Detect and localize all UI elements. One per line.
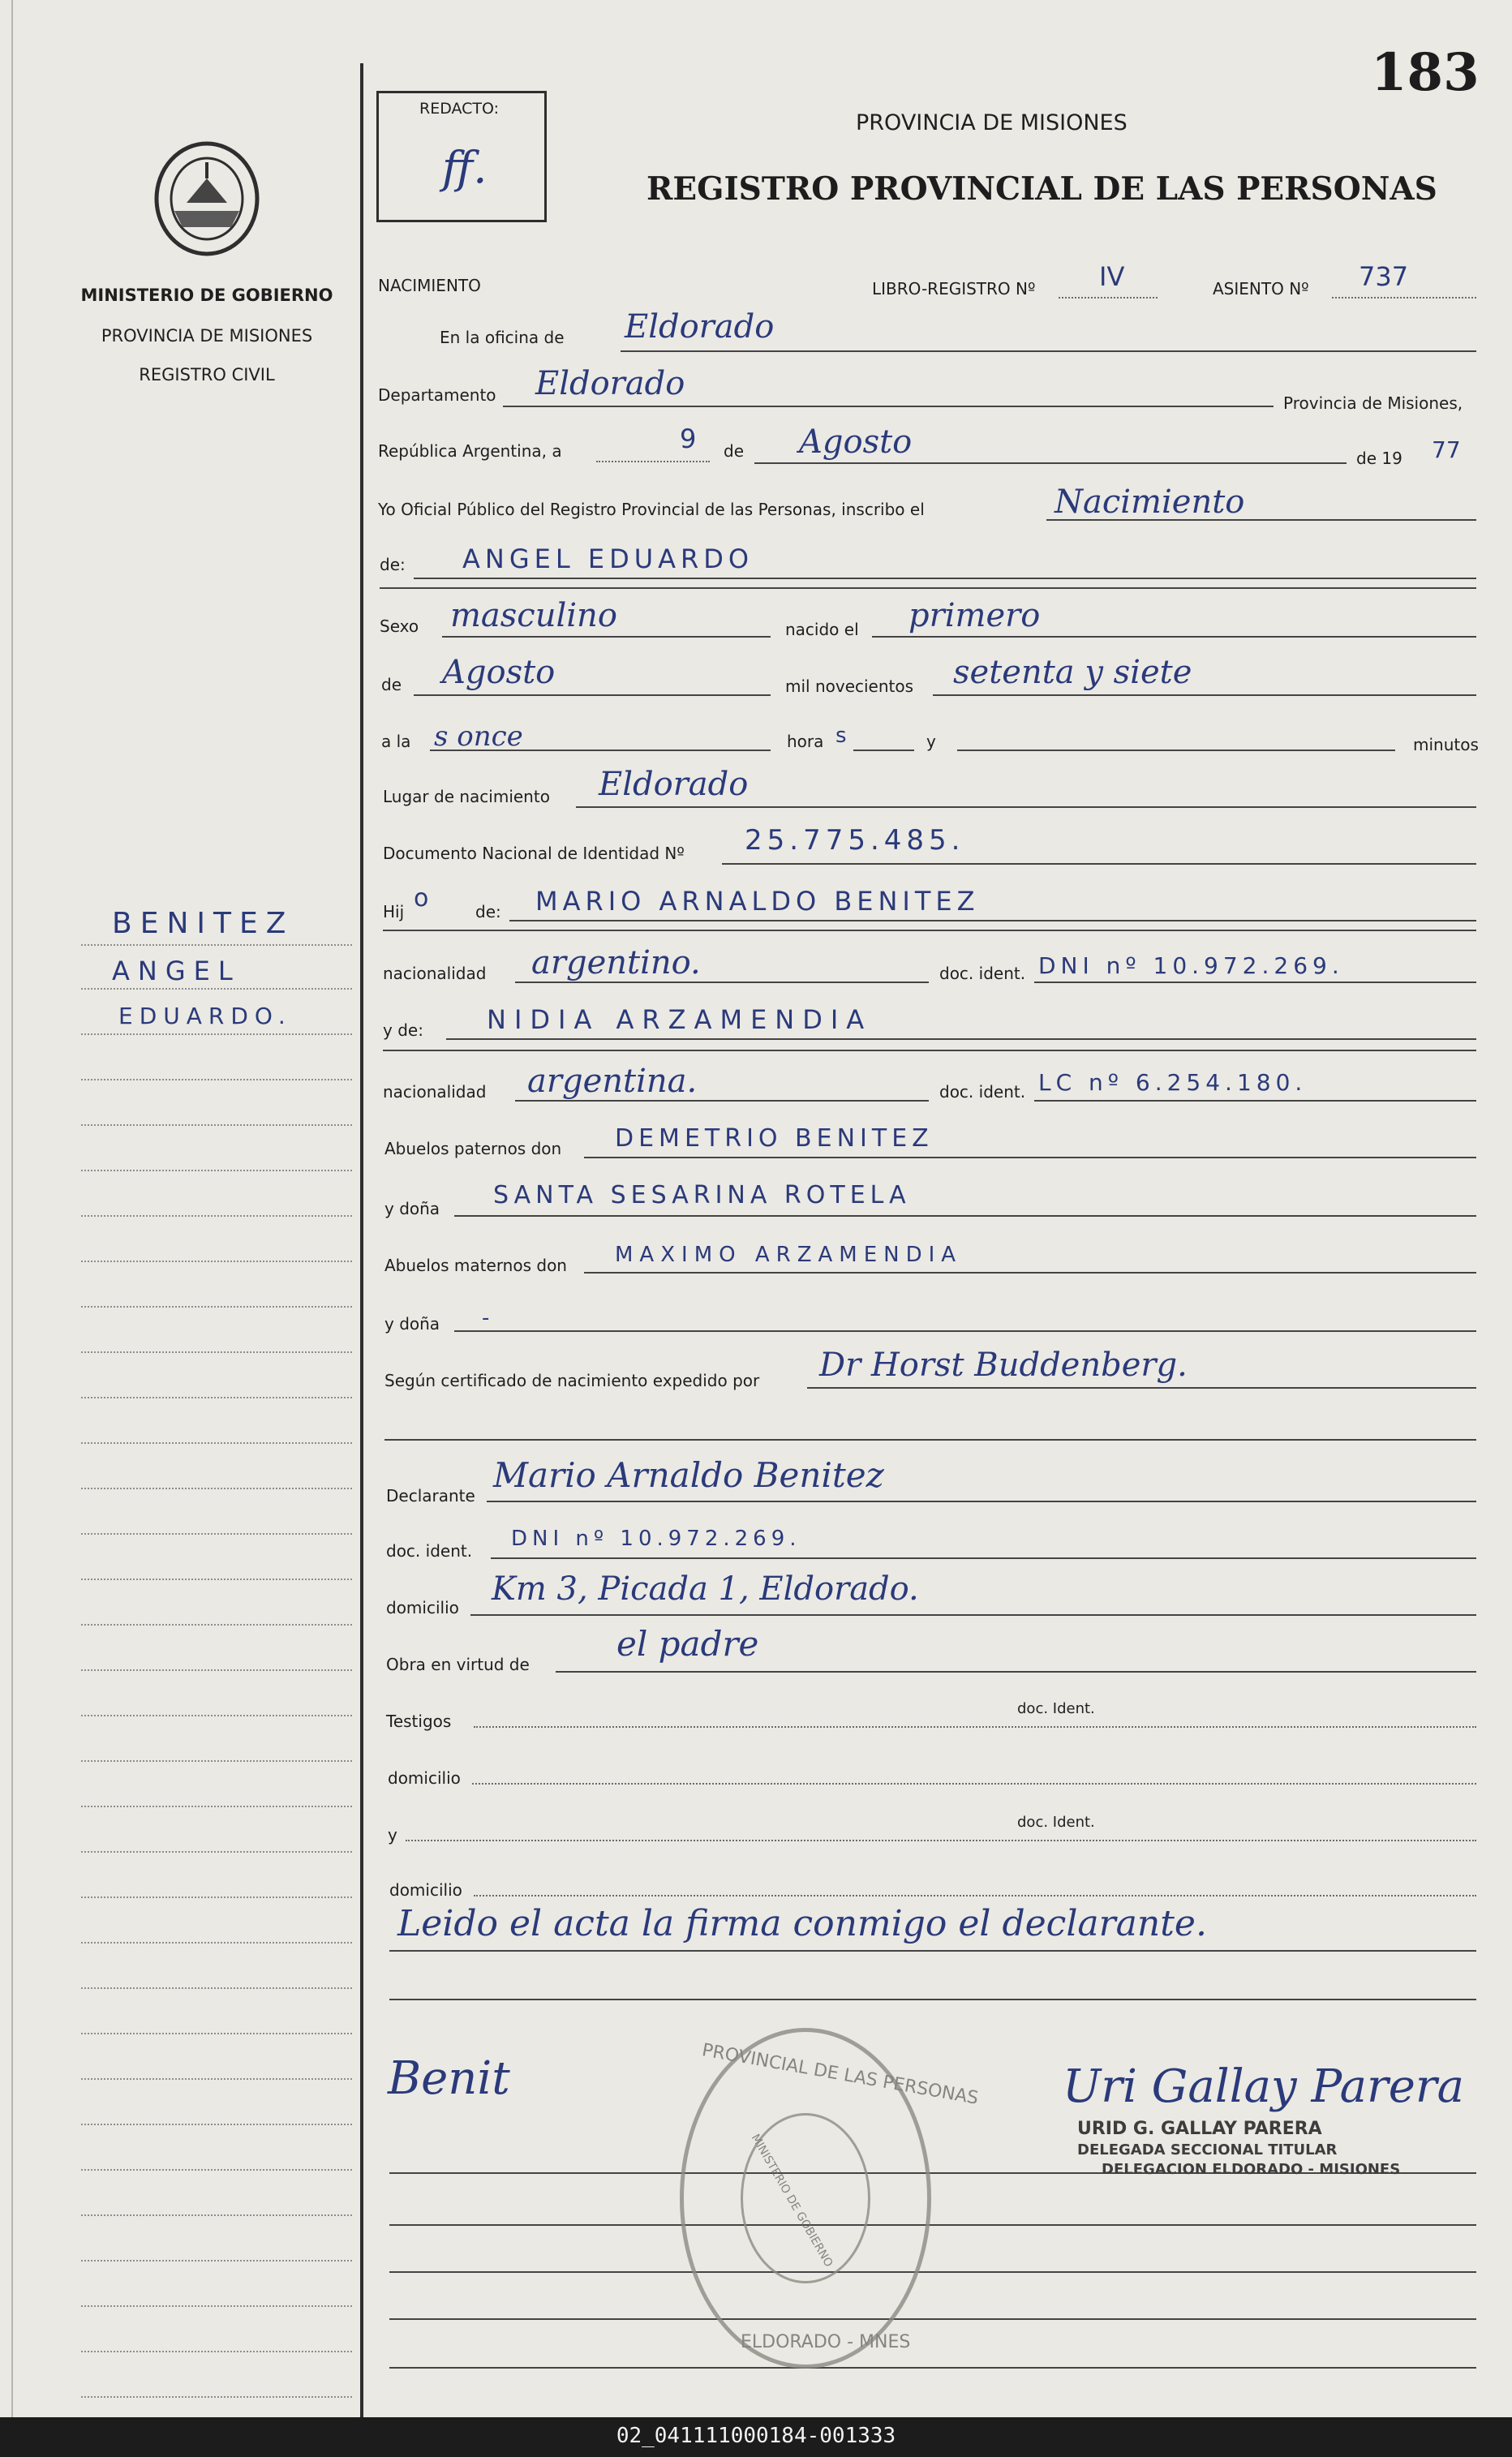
y-dona-label-1: y doña: [384, 1199, 440, 1218]
ministry-line-3: REGISTRO CIVIL: [139, 365, 275, 384]
obra-label: Obra en virtud de: [386, 1655, 530, 1674]
nacionalidad-label-1: nacionalidad: [383, 964, 487, 983]
doc-ident-label-5: doc. Ident.: [1017, 1814, 1095, 1831]
abuelo-pat-value: DEMETRIO BENITEZ: [615, 1124, 934, 1153]
dni-label: Documento Nacional de Identidad Nº: [383, 844, 685, 863]
republica-label: República Argentina, a: [378, 441, 562, 461]
official-stamp-line-2: DELEGADA SECCIONAL TITULAR: [1077, 2141, 1338, 2158]
hijo-de-label: de:: [475, 902, 501, 921]
horas-label: hora: [787, 732, 824, 751]
margin-divider: [360, 63, 363, 2417]
abuela-mat-value: -: [482, 1306, 490, 1330]
mil-label: mil novecientos: [785, 677, 914, 696]
page-edge: [11, 0, 13, 2417]
nacionalidad-label-2: nacionalidad: [383, 1082, 487, 1102]
nacido-label: nacido el: [785, 620, 859, 639]
redacto-label: REDACTO:: [419, 100, 500, 118]
y-label: y: [926, 732, 936, 751]
seal-inner-text: MINISTERIO DE GOBIERNO: [748, 2132, 835, 2270]
y-dona-label-2: y doña: [384, 1314, 440, 1334]
record-type-label: NACIMIENTO: [378, 276, 481, 295]
nacido-value: primero: [908, 597, 1041, 634]
segun-label: Según certificado de nacimiento expedido por: [384, 1371, 760, 1390]
abuelos-mat-label: Abuelos maternos don: [384, 1256, 567, 1275]
abuelos-pat-label: Abuelos paternos don: [384, 1139, 562, 1158]
mes-nac-value: Agosto: [442, 654, 556, 691]
dni-value: 25.775.485.: [745, 824, 965, 857]
domicilio-label-3: domicilio: [389, 1880, 462, 1900]
official-stamp-line-3: DELEGACION ELDORADO - MISIONES: [1102, 2161, 1401, 2178]
margin-surname: BENITEZ: [112, 907, 294, 940]
provincial-coat-of-arms-icon: [150, 138, 264, 260]
year-value: 77: [1432, 436, 1461, 463]
asiento-value: 737: [1359, 261, 1409, 292]
decl-doc-value: DNI nº 10.972.269.: [511, 1527, 801, 1551]
lugar-label: Lugar de nacimiento: [383, 787, 550, 806]
oficina-label: En la oficina de: [440, 328, 565, 347]
lugar-value: Eldorado: [599, 766, 749, 803]
nombre-value: ANGEL EDUARDO: [462, 543, 754, 574]
horas-suffix: s: [835, 724, 847, 748]
oficina-value: Eldorado: [625, 308, 775, 346]
leido-text: Leido el acta la firma conmigo el declarante.: [397, 1903, 1207, 1944]
margin-name-2: EDUARDO.: [118, 1003, 292, 1029]
page-number: 183: [1371, 42, 1480, 103]
oficial-text: Yo Oficial Público del Registro Provincial de las Personas, inscribo el: [378, 500, 925, 519]
seal-bottom-text: ELDORADO - MNES: [741, 2332, 911, 2352]
redacto-initials: ff.: [442, 142, 488, 193]
madre-nac-value: argentina.: [527, 1063, 698, 1100]
dia-value: 9: [680, 423, 697, 454]
domicilio-label-2: domicilio: [388, 1768, 461, 1788]
y-label-2: y: [388, 1825, 397, 1845]
declarante-label: Declarante: [386, 1486, 475, 1506]
sexo-label: Sexo: [380, 616, 419, 636]
madre-value: NIDIA ARZAMENDIA: [487, 1004, 873, 1035]
hora-value: s once: [434, 720, 523, 753]
inscribo-value: Nacimiento: [1055, 483, 1245, 521]
seal-top-text: PROVINCIAL DE LAS PERSONAS: [700, 2040, 980, 2109]
padre-value: MARIO ARNALDO BENITEZ: [535, 886, 980, 917]
abuelo-mat-value: MAXIMO ARZAMENDIA: [615, 1243, 963, 1267]
province-header: PROVINCIA DE MISIONES: [856, 110, 1128, 135]
certificado-value: Dr Horst Buddenberg.: [819, 1347, 1188, 1384]
redacto-box: [376, 91, 547, 222]
madre-doc-value: LC nº 6.254.180.: [1038, 1069, 1308, 1096]
minutos-label: minutos: [1413, 735, 1479, 754]
libro-label: LIBRO-REGISTRO Nº: [872, 279, 1036, 299]
de2-label: de:: [380, 555, 406, 574]
margin-name-1: ANGEL: [112, 956, 241, 986]
abuela-pat-value: SANTA SESARINA ROTELA: [493, 1181, 911, 1209]
testigos-label: Testigos: [386, 1712, 452, 1731]
obra-value: el padre: [616, 1624, 759, 1664]
doc-ident-label-3: doc. ident.: [386, 1541, 473, 1561]
anio-nac-value: setenta y siete: [953, 654, 1192, 691]
hijo-label: Hij: [383, 902, 405, 921]
scan-id: 02_041111000184-001333: [616, 2424, 896, 2448]
de-label: de: [724, 441, 744, 461]
asiento-label: ASIENTO Nº: [1213, 279, 1309, 299]
ala-label: a la: [381, 732, 411, 751]
year-label: de 19: [1356, 449, 1402, 468]
mes-value: Agosto: [799, 423, 913, 461]
hijo-suffix: o: [414, 884, 429, 913]
declarant-signature: Benit: [388, 2052, 510, 2105]
domicilio-label-1: domicilio: [386, 1598, 459, 1617]
departamento-value: Eldorado: [535, 365, 685, 402]
doc-ident-label-1: doc. ident.: [939, 964, 1026, 983]
official-stamp-line-1: URID G. GALLAY PARERA: [1077, 2119, 1322, 2139]
official-signature: Uri Gallay Parera: [1063, 2060, 1465, 2113]
doc-ident-label-2: doc. ident.: [939, 1082, 1026, 1102]
sexo-value: masculino: [450, 597, 617, 634]
domicilio-value: Km 3, Picada 1, Eldorado.: [492, 1570, 919, 1608]
padre-nac-value: argentino.: [531, 944, 701, 982]
y-de-label: y de:: [383, 1020, 423, 1040]
ministry-line-1: MINISTERIO DE GOBIERNO: [80, 286, 333, 305]
registry-seal: [680, 2028, 980, 2369]
doc-ident-label-4: doc. Ident.: [1017, 1700, 1095, 1717]
padre-doc-value: DNI nº 10.972.269.: [1038, 952, 1344, 979]
declarante-value: Mario Arnaldo Benitez: [493, 1455, 884, 1495]
registry-title: REGISTRO PROVINCIAL DE LAS PERSONAS: [646, 170, 1437, 208]
libro-value: IV: [1099, 261, 1125, 292]
provincia-suffix: Provincia de Misiones,: [1283, 393, 1463, 413]
de3-label: de: [381, 675, 402, 694]
departamento-label: Departamento: [378, 385, 496, 405]
ministry-line-2: PROVINCIA DE MISIONES: [101, 326, 313, 346]
scan-footer: [0, 2417, 1512, 2457]
